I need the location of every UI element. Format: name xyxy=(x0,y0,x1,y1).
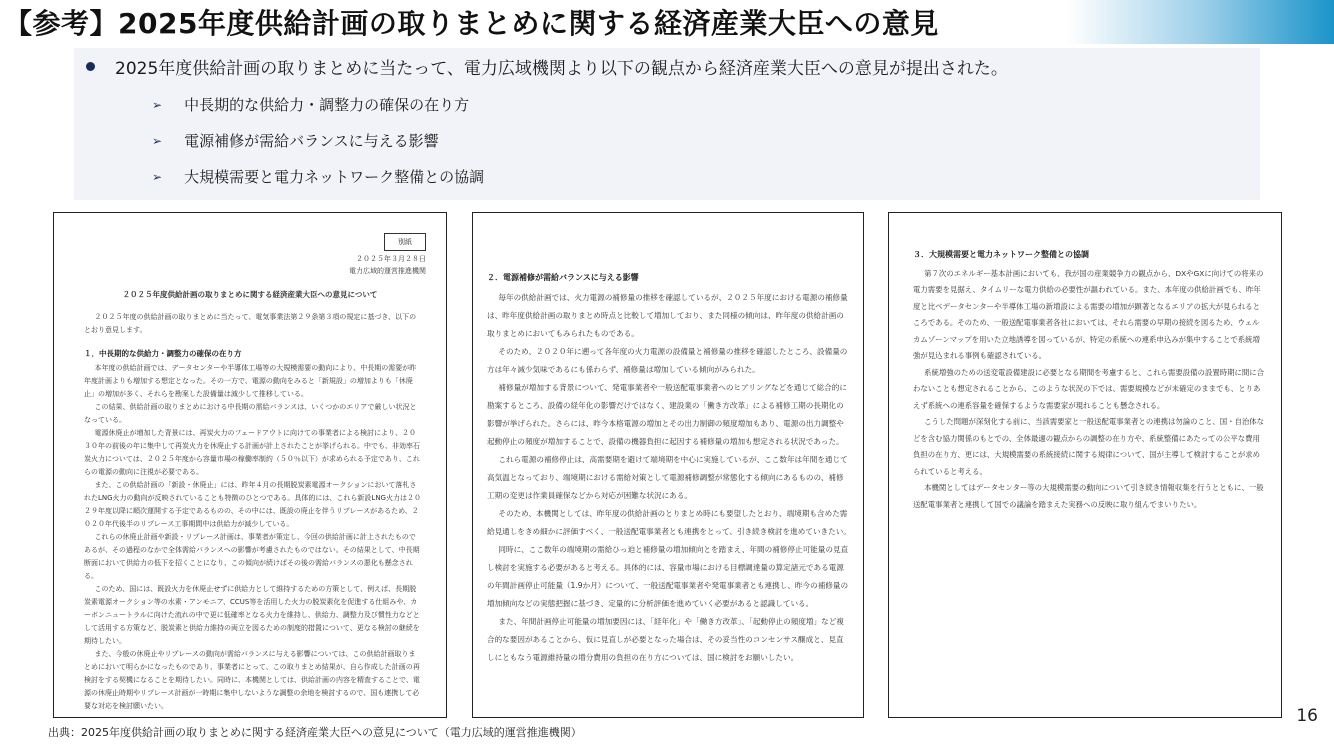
document-page-1 xyxy=(53,212,447,718)
sub-point-label: 大規模需要と電力ネットワーク整備との協調 xyxy=(184,168,485,186)
doc-org: 電力広域的運営推進機関 xyxy=(349,267,426,275)
doc-section-heading: ３．大規模需要と電力ネットワーク整備との協調 xyxy=(913,250,1089,259)
sub-point-label: 電源補修が需給バランスに与える影響 xyxy=(184,132,439,150)
doc-paragraph: これら電源の補修停止は、高需要期を避けて端境期を中心に実施しているが、ここ数年は年間を通じて高気温となっており、端境期における需給対策として電源補修調整が常態化する傾向にあるものの、補修工期の変更は作業員確保などから対応が困難な状況にある。 xyxy=(487,455,848,500)
summary-bullet xyxy=(86,54,1008,79)
doc-date: ２０２５年３月２８日 xyxy=(356,255,426,263)
source-note: 出典：2025年度供給計画の取りまとめに関する経済産業大臣への意見について（電力広域的運営推進機関） xyxy=(48,726,582,739)
doc-heading: ２０２５年度供給計画の取りまとめに関する経済産業大臣への意見について xyxy=(122,290,378,299)
doc-paragraph: また、この供給計画の「新設・休廃止」には、昨年４月の長期脱炭素電源オークションにおいて落札されたLNG火力の動向が反映されていることも特徴のひとつである。具体的には、これら新設LNG火力は２０２９年度以降に順次運開する予定であるものの、その中には、既設の廃止を伴うリプレースがあるため、２０２０年代後半のリプレース工事期間中は供給力が減少している。 xyxy=(84,481,421,528)
sub-point-3 xyxy=(152,166,484,187)
summary-box xyxy=(74,48,1260,200)
doc-paragraph: 系統増強のための送変電設備建設に必要となる期間を考慮すると、これら需要設備の設置時期に間に合わないことも想定されることから、このような状況の下では、需要規模などが未確定のままでも、とりあえず系統への連系容量を確保するような需要家が現れることも懸念される。 xyxy=(913,367,1265,410)
doc-paragraph: 第７次のエネルギー基本計画においても、我が国の産業競争力の観点から、DXやGXに向けての将来の電力需要を見据え、タイムリーな電力供給の必要性が謳われている。また、本年度の供給計画でも、昨年度と比べデータセンターや半導体工場の新増設による需要の増加が顕著となるエリアの拡大が見られるところである。そのため、一般送配電事業者各社においては、それら需要の早期の接続を図るため、ウェルカムゾーンマップを用いた立地誘導を図っているが、特定の系統への連系申込みが集中することで系統増強が見込まれる事例も確認されている。 xyxy=(913,268,1264,360)
doc-paragraph: これらの休廃止計画や新設・リプレース計画は、事業者が策定し、今回の供給計画に計上されたものであるが、その過程のなかで全体需給バランスへの影響が考慮されたものではない。その結果として、中長期断面において供給力の低下を招くことになり、この傾向が続けばその後の需給バランスの悪化も懸念される。 xyxy=(84,533,420,580)
sub-point-label: 中長期的な供給力・調整力の確保の在り方 xyxy=(184,96,470,114)
doc-paragraph: ２０２５年度の供給計画の取りまとめに当たって、電気事業法第２９条第３項の規定に基づき、以下のとおり意見します。 xyxy=(84,313,417,334)
doc-paragraph: そのため、本機関としては、昨年度の供給計画のとりまとめ時にも要望したとおり、端境期も含めた需給見通しをきめ細かに評価すべく、一般送配電事業者とも連携をとって、引き続き検討を進めていきたい。 xyxy=(487,509,851,536)
sub-point-2 xyxy=(152,130,439,151)
arrow-icon: ➢ xyxy=(152,133,163,148)
bullet-dot-icon xyxy=(86,62,95,71)
page-number: 16 xyxy=(1296,706,1318,726)
doc-paragraph: 電源休廃止が増加した背景には、再炭火力のフェードアウトに向けての事業者による検討により、２０３０年の前後の年に集中して再炭火力を休廃止する計画が計上されたことが挙げられる。中でも、非効率石炭火力については、２０２５年度から容量市場の稼働率制約（５０％以下）が求められる予定であり、これらの電源の動向に注視が必要である。 xyxy=(84,429,420,476)
document-page-2 xyxy=(472,212,864,718)
doc-paragraph: 本機関としてはデータセンター等の大規模需要の動向について引き続き情報収集を行うとともに、一般送配電事業者と連携して国での議論を踏まえた実務への反映に取り組んでまいりたい。 xyxy=(913,483,1264,509)
summary-intro: 2025年度供給計画の取りまとめに当たって、電力広域機関より以下の観点から経済産業大臣への意見が提出された。 xyxy=(115,59,1008,79)
doc-paragraph: 同時に、ここ数年の端境期の需給ひっ迫と補修量の増加傾向とを踏まえ、年間の補修停止可能量の見直し検討を実施する必要があると考える。具体的には、容量市場における目標調達量の算定諸元である電源の年間計画停止可能量（1.9か月）について、一般送配電事業者や発電事業者とも連携し、昨今の補修量の増加傾向などの実態把握に基づき、定量的に分析評価を進めていく必要があると認識している。 xyxy=(487,545,849,608)
arrow-icon: ➢ xyxy=(152,97,163,112)
doc-paragraph: 補修量が増加する背景について、発電事業者や一般送配電事業者へのヒアリングなどを通じて総合的に勘案するところ、設備の経年化の影響だけではなく、建設業の「働き方改革」による補修工期の長期化の影響が挙げられた。さらには、昨今本格電源の増加とその出力制御の頻度増加もあり、電源の出力調整や起動停止の頻度が増加することで、設備の機器負担に起因する補修量の増加も想定される状況であった。 xyxy=(487,383,847,446)
doc-paragraph: 本年度の供給計画では、データセンターや半導体工場等の大規模需要の動向により、中長期の需要が昨年度計画よりも増加する想定となった。その一方で、電源の動向をみると「新規設」の増加よりも「休廃止」の増加が多く、それらを勘案した設備量は減少して推移している。 xyxy=(84,364,417,398)
doc-paragraph: そのため、２０２０年に遡って各年度の火力電源の設備量と補修量の推移を確認したところ、設備量の方は年々減少気味であるにも係わらず、補修量は増加している傾向がみられた。 xyxy=(487,347,848,374)
page-title: 【参考】2025年度供給計画の取りまとめに関する経済産業大臣への意見 xyxy=(4,7,939,40)
doc-paragraph: この結果、供給計画の取りまとめにおける中長期の需給バランスは、いくつかのエリアで厳しい状況となっている。 xyxy=(84,403,417,424)
doc-paragraph: また、今般の休廃止やリプレースの動向が需給バランスに与える影響については、この供給計画取りまとめにおいて明らかになったものであり、事業者にとって、この取りまとめ結果が、自ら作成した計画の再検討をする契機になることを期待したい。同時に、本機関としては、供給計画の内容を精査することで、電源の休廃止時期やリプレース計画が一時期に集中しないような調整の余地を検討するので、国も連携して必要な対応を検討願いたい。 xyxy=(84,650,420,710)
doc-paragraph: このため、国には、既設火力を休廃止せずに供給力として維持するための方策として、例えば、長期脱炭素電源オークション等の水素・アンモニア、CCUS等を活用した火力の脱炭素化を促進する仕組みや、カーボンニュートラルに向けた流れの中で更に低確率となる火力を維持し、供給力、調整力及び慣性力などとして活用する方策など、脱炭素と供給力維持の両立を図るための制度的措置について、更なる検討の継続を期待したい。 xyxy=(84,585,420,645)
stamp-box: 別紙 xyxy=(384,233,426,251)
doc-paragraph: また、年間計画停止可能量の増加要因には、「経年化」や「働き方改革」、「起動停止の頻度増」など複合的な要因があることから、仮に見直しが必要となった場合は、その妥当性のコンセンサス醸成と、見直しにともなう電源維持量の増分費用の負担の在り方については、国に検討をお願いしたい。 xyxy=(487,617,844,662)
doc-section-heading: ２．電源補修が需給バランスに与える影響 xyxy=(487,273,639,282)
doc-section-heading: １．中長期的な供給力・調整力の確保の在り方 xyxy=(84,349,242,358)
doc-paragraph: こうした問題が深刻化する前に、当該需要家と一般送配電事業者との連携は勿論のこと、国・自治体などを含む協力関係のもとでの、全体最適の観点からの調整の在り方や、系統整備にあたっての公平な費用負担の在り方、更には、大規模需要の系統接続に関する規律について、国が主導して検討することが求められていると考える。 xyxy=(913,417,1265,476)
document-page-3 xyxy=(888,212,1282,718)
arrow-icon: ➢ xyxy=(152,169,163,184)
doc-paragraph: 毎年の供給計画では、火力電源の補修量の推移を確認しているが、２０２５年度における電源の補修量は、昨年度供給計画の取りまとめ時点と比較して増加しており、また同様の傾向は、昨年度の供給計画の取りまとめにおいてもみられたものである。 xyxy=(487,293,848,338)
sub-point-1 xyxy=(152,94,469,115)
